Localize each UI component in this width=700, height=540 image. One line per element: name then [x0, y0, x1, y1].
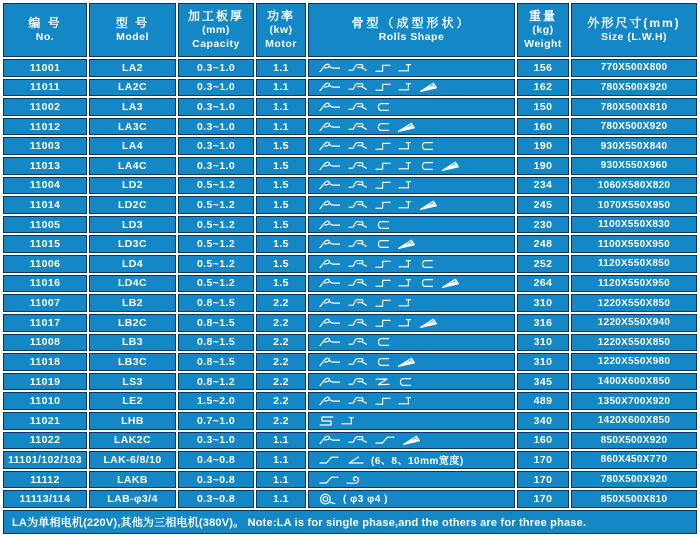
- cell-model: LA4C: [89, 157, 176, 175]
- cell-model: LA3C: [89, 118, 176, 136]
- cell-capacity: 0.5~1.2: [178, 216, 254, 234]
- cell-size: 770X500X800: [571, 59, 697, 77]
- angle-icon: [398, 199, 412, 211]
- s-curve-icon: [319, 121, 341, 133]
- hook-icon: [348, 317, 368, 329]
- channel-icon: [419, 258, 434, 270]
- cell-model: LD4: [89, 255, 176, 273]
- step-icon: [375, 160, 391, 172]
- cell-model: LA3: [89, 98, 176, 116]
- cell-no: 11007: [3, 294, 87, 312]
- cell-shapes: [308, 157, 515, 175]
- cell-model: LB2: [89, 294, 176, 312]
- hook-icon: [348, 62, 368, 74]
- z-profile-icon: [319, 454, 339, 466]
- cell-capacity: 0.4~0.8: [178, 451, 254, 469]
- angle-icon: [398, 297, 412, 309]
- cell-motor: 1.1: [256, 59, 306, 77]
- zigzag-icon: [375, 376, 390, 388]
- hook-icon: [348, 297, 368, 309]
- cell-capacity: 0.5~1.2: [178, 235, 254, 253]
- cell-capacity: 0.3~1.0: [178, 157, 254, 175]
- cell-shapes: [308, 294, 515, 312]
- hook-icon: [348, 179, 368, 191]
- cell-motor: 1.5: [256, 216, 306, 234]
- cell-motor: 1.1: [256, 471, 306, 489]
- cell-motor: 1.5: [256, 157, 306, 175]
- cell-shapes: [308, 235, 515, 253]
- header-motor-unit: (kw): [269, 24, 293, 37]
- cell-model: LAKB: [89, 471, 176, 489]
- hook-icon: [348, 238, 368, 250]
- hook-icon: [348, 395, 368, 407]
- cell-size: 780X500X920: [571, 471, 697, 489]
- header-shape-zh: 骨型（成型形状）: [351, 15, 472, 30]
- cell-motor: 1.1: [256, 98, 306, 116]
- header-cell-no: [3, 3, 87, 57]
- cell-no: 11014: [3, 196, 87, 214]
- hook-icon: [348, 356, 368, 368]
- cell-motor: 2.2: [256, 294, 306, 312]
- cell-no: 11018: [3, 353, 87, 371]
- cell-size: 1220X550X850: [571, 294, 697, 312]
- cell-size: 780X500X810: [571, 98, 697, 116]
- cone-icon: [419, 81, 438, 93]
- header-cell-capacity: [178, 3, 254, 57]
- angle-flat-icon: [346, 454, 364, 466]
- cell-weight: 316: [517, 314, 569, 332]
- s-curve-icon: [319, 376, 341, 388]
- channel-icon: [375, 101, 390, 113]
- cell-shapes: [308, 79, 515, 97]
- channel-icon: [375, 238, 390, 250]
- cell-capacity: 0.3~0.8: [178, 490, 254, 508]
- cell-capacity: 0.8~1.5: [178, 334, 254, 352]
- channel-icon: [419, 277, 434, 289]
- cell-model: LHB: [89, 412, 176, 430]
- cell-size: 1070X550X950: [571, 196, 697, 214]
- cell-capacity: 0.3~1.0: [178, 118, 254, 136]
- step-icon: [375, 62, 391, 74]
- s-curve-icon: [319, 101, 341, 113]
- cell-no: 11005: [3, 216, 87, 234]
- hook-icon: [348, 277, 368, 289]
- angle-icon: [398, 62, 412, 74]
- cell-shapes: [308, 118, 515, 136]
- header-cell-weight: [517, 3, 569, 57]
- cell-capacity: 0.3~1.0: [178, 59, 254, 77]
- hook-icon: [348, 376, 368, 388]
- cell-capacity: 0.3~0.8: [178, 471, 254, 489]
- shape-note: (6、8、10mm宽度): [371, 456, 464, 468]
- s-curve-icon: [319, 317, 341, 329]
- cell-size: 1400X600X850: [571, 373, 697, 391]
- cell-model: LD4C: [89, 275, 176, 293]
- header-motor-en: Motor: [265, 37, 297, 50]
- cell-shapes: [308, 471, 515, 489]
- cell-shapes: [308, 451, 515, 469]
- cell-no: 11008: [3, 334, 87, 352]
- header-cell-model: [89, 3, 176, 57]
- cell-model: LE2: [89, 392, 176, 410]
- cell-size: 930X550X960: [571, 157, 697, 175]
- cell-no: 11113/114: [3, 490, 87, 508]
- cell-weight: 170: [517, 490, 569, 508]
- cell-model: LD2: [89, 177, 176, 195]
- cell-no: 11002: [3, 98, 87, 116]
- cell-model: LA2: [89, 59, 176, 77]
- cell-model: LB2C: [89, 314, 176, 332]
- cell-weight: 170: [517, 451, 569, 469]
- cell-no: 11019: [3, 373, 87, 391]
- cell-no: 11013: [3, 157, 87, 175]
- header-model-zh: 型 号: [115, 15, 150, 30]
- cell-shapes: [308, 373, 515, 391]
- header-size-en: Size (L.W.H): [600, 30, 668, 43]
- cell-motor: 1.5: [256, 137, 306, 155]
- header-capacity-en: Capacity: [192, 37, 240, 50]
- cell-size: 850X500X810: [571, 490, 697, 508]
- cell-motor: 2.2: [256, 373, 306, 391]
- cone-icon: [419, 317, 438, 329]
- header-motor-zh: 功率: [266, 9, 295, 24]
- cell-size: 1100X550X830: [571, 216, 697, 234]
- header-capacity-zh: 加工板厚: [187, 9, 244, 24]
- cell-motor: 1.1: [256, 79, 306, 97]
- cell-capacity: 0.3~1.0: [178, 98, 254, 116]
- cell-shapes: [308, 490, 515, 508]
- angle-icon: [398, 179, 412, 191]
- angle-icon: [398, 258, 412, 270]
- cell-weight: 245: [517, 196, 569, 214]
- footer-note: LA为单相电机(220V),其他为三相电机(380V)。 Note:LA is for single phase,and the others are for three phase.: [12, 517, 587, 529]
- hook-icon: [348, 101, 368, 113]
- cell-capacity: 0.5~1.2: [178, 177, 254, 195]
- cell-size: 780X500X920: [571, 118, 697, 136]
- cell-shapes: [308, 137, 515, 155]
- cell-no: 11017: [3, 314, 87, 332]
- cell-motor: 2.2: [256, 334, 306, 352]
- cell-model: LA4: [89, 137, 176, 155]
- cell-weight: 156: [517, 59, 569, 77]
- cell-size: 1220X550X980: [571, 353, 697, 371]
- cell-weight: 162: [517, 79, 569, 97]
- cell-no: 11004: [3, 177, 87, 195]
- cell-size: 1100X550X950: [571, 235, 697, 253]
- hook-icon: [348, 140, 368, 152]
- angle-icon: [398, 317, 412, 329]
- cell-model: LAK-6/8/10: [89, 451, 176, 469]
- cell-no: 11022: [3, 432, 87, 450]
- cone-icon: [397, 121, 416, 133]
- cell-size: 1350X700X920: [571, 392, 697, 410]
- angle-icon: [398, 395, 412, 407]
- header-cell-size: [571, 3, 697, 57]
- cell-model: LS3: [89, 373, 176, 391]
- cell-model: LB3: [89, 334, 176, 352]
- step-icon: [375, 317, 391, 329]
- cell-weight: 489: [517, 392, 569, 410]
- header-cell-motor: [256, 3, 306, 57]
- cell-no: 11112: [3, 471, 87, 489]
- j-hook-icon: [346, 474, 362, 486]
- cell-size: 1060X580X820: [571, 177, 697, 195]
- header-shape-en: Rolls Shape: [378, 30, 445, 43]
- s-curve-icon: [319, 356, 341, 368]
- cell-weight: 310: [517, 353, 569, 371]
- hook-icon: [348, 121, 368, 133]
- cell-model: LA2C: [89, 79, 176, 97]
- hook-icon: [348, 81, 368, 93]
- cell-no: 11006: [3, 255, 87, 273]
- cell-weight: 230: [517, 216, 569, 234]
- big-s-icon: [319, 415, 334, 427]
- cell-weight: 190: [517, 157, 569, 175]
- rings-icon: [319, 493, 336, 505]
- cell-capacity: 1.5~2.0: [178, 392, 254, 410]
- cell-no: 11003: [3, 137, 87, 155]
- cell-model: LD2C: [89, 196, 176, 214]
- channel-icon: [375, 336, 390, 348]
- cell-capacity: 0.8~1.5: [178, 314, 254, 332]
- cell-no: 11101/102/103: [3, 451, 87, 469]
- cell-capacity: 0.3~1.0: [178, 432, 254, 450]
- cell-no: 11001: [3, 59, 87, 77]
- cell-shapes: [308, 412, 515, 430]
- cell-shapes: [308, 177, 515, 195]
- step-icon: [375, 395, 391, 407]
- cell-model: LB3C: [89, 353, 176, 371]
- s-curve-icon: [319, 81, 341, 93]
- cell-weight: 190: [517, 137, 569, 155]
- cell-weight: 340: [517, 412, 569, 430]
- cone-icon: [397, 238, 416, 250]
- cell-weight: 170: [517, 471, 569, 489]
- angle-icon: [398, 81, 412, 93]
- cell-size: 780X500X920: [571, 79, 697, 97]
- header-weight-en: Weight: [524, 37, 562, 50]
- cell-motor: 2.2: [256, 314, 306, 332]
- cell-weight: 252: [517, 255, 569, 273]
- cell-capacity: 0.7~1.0: [178, 412, 254, 430]
- shape-note: ( φ3 φ4 ): [343, 493, 388, 505]
- cell-weight: 310: [517, 294, 569, 312]
- cell-motor: 1.1: [256, 118, 306, 136]
- cone-icon: [441, 277, 460, 289]
- cell-shapes: [308, 196, 515, 214]
- cell-shapes: [308, 255, 515, 273]
- header-no-zh: 编 号: [28, 15, 62, 30]
- cell-size: 1120X550X850: [571, 255, 697, 273]
- cell-size: 1420X600X850: [571, 412, 697, 430]
- s-curve-icon: [319, 219, 341, 231]
- cell-shapes: [308, 98, 515, 116]
- cell-no: 11011: [3, 79, 87, 97]
- hook-icon: [348, 219, 368, 231]
- cell-motor: 1.5: [256, 196, 306, 214]
- cell-size: 860X450X770: [571, 451, 697, 469]
- channel-icon: [397, 376, 412, 388]
- cell-size: 1120X550X950: [571, 275, 697, 293]
- step-icon: [375, 199, 391, 211]
- hook-icon: [348, 199, 368, 211]
- cell-size: 1220X550X850: [571, 334, 697, 352]
- s-curve-icon: [319, 258, 341, 270]
- s-curve-icon: [319, 160, 341, 172]
- cell-capacity: 0.5~1.2: [178, 255, 254, 273]
- cell-motor: 1.5: [256, 235, 306, 253]
- header-no-en: No.: [35, 30, 55, 43]
- cell-size: 930X550X840: [571, 137, 697, 155]
- cell-motor: 1.1: [256, 490, 306, 508]
- cell-no: 11021: [3, 412, 87, 430]
- cell-weight: 150: [517, 98, 569, 116]
- header-weight-zh: 重量: [528, 9, 557, 24]
- cell-motor: 2.2: [256, 412, 306, 430]
- hook-icon: [348, 336, 368, 348]
- s-curve-icon: [319, 238, 341, 250]
- cell-shapes: [308, 334, 515, 352]
- channel-icon: [419, 160, 434, 172]
- footer-note-bar: [3, 510, 697, 534]
- s-curve-icon: [319, 336, 341, 348]
- cell-weight: 160: [517, 118, 569, 136]
- channel-icon: [375, 356, 390, 368]
- step-icon: [375, 258, 391, 270]
- cell-motor: 1.5: [256, 177, 306, 195]
- cell-model: LD3C: [89, 235, 176, 253]
- s-curve-icon: [319, 277, 341, 289]
- step-icon: [375, 277, 391, 289]
- angle-icon: [398, 160, 412, 172]
- angle-icon: [398, 140, 412, 152]
- cell-shapes: [308, 353, 515, 371]
- cell-capacity: 0.3~1.0: [178, 137, 254, 155]
- cell-motor: 2.2: [256, 353, 306, 371]
- cell-capacity: 0.5~1.2: [178, 196, 254, 214]
- header-size-zh: 外形尺寸(mm): [587, 15, 681, 30]
- cell-weight: 264: [517, 275, 569, 293]
- hook-icon: [348, 434, 368, 446]
- hook-icon: [348, 160, 368, 172]
- step-icon: [375, 140, 391, 152]
- s-curve-icon: [319, 62, 341, 74]
- channel-icon: [375, 121, 390, 133]
- cell-capacity: 0.8~1.2: [178, 373, 254, 391]
- step-icon: [375, 179, 391, 191]
- cell-capacity: 0.5~1.2: [178, 275, 254, 293]
- z-profile-icon: [319, 474, 339, 486]
- cell-weight: 234: [517, 177, 569, 195]
- cell-no: 11010: [3, 392, 87, 410]
- cell-no: 11012: [3, 118, 87, 136]
- cell-no: 11016: [3, 275, 87, 293]
- cell-capacity: 0.3~1.0: [178, 79, 254, 97]
- cone-icon: [397, 356, 416, 368]
- angle-icon: [341, 415, 355, 427]
- cell-motor: 2.2: [256, 392, 306, 410]
- hook-icon: [348, 258, 368, 270]
- cell-shapes: [308, 275, 515, 293]
- header-weight-unit: (kg): [532, 24, 554, 37]
- cone-icon: [419, 199, 438, 211]
- cell-shapes: [308, 432, 515, 450]
- s-curve-icon: [319, 179, 341, 191]
- s-curve-icon: [319, 395, 341, 407]
- cell-size: 1220X550X940: [571, 314, 697, 332]
- header-cell-shape: [308, 3, 515, 57]
- cell-model: LAB-φ3/4: [89, 490, 176, 508]
- cone-icon: [441, 160, 460, 172]
- cell-shapes: [308, 314, 515, 332]
- cell-capacity: 0.8~1.5: [178, 294, 254, 312]
- cell-weight: 310: [517, 334, 569, 352]
- cell-motor: 1.1: [256, 432, 306, 450]
- cone-icon: [402, 434, 421, 446]
- cell-weight: 248: [517, 235, 569, 253]
- cell-weight: 160: [517, 432, 569, 450]
- s-curve-icon: [319, 297, 341, 309]
- cell-motor: 1.1: [256, 451, 306, 469]
- s-curve-icon: [319, 199, 341, 211]
- s-curve-icon: [319, 140, 341, 152]
- channel-icon: [375, 219, 390, 231]
- angle-icon: [398, 277, 412, 289]
- cell-shapes: [308, 59, 515, 77]
- header-model-en: Model: [116, 30, 149, 43]
- cell-model: LAK2C: [89, 432, 176, 450]
- cell-model: LD3: [89, 216, 176, 234]
- channel-icon: [419, 140, 434, 152]
- step-icon: [375, 81, 391, 93]
- cell-weight: 345: [517, 373, 569, 391]
- cell-shapes: [308, 392, 515, 410]
- cell-motor: 1.5: [256, 275, 306, 293]
- z-profile-icon: [375, 434, 395, 446]
- cell-motor: 1.5: [256, 255, 306, 273]
- cell-size: 850X500X920: [571, 432, 697, 450]
- cell-shapes: [308, 216, 515, 234]
- cell-no: 11015: [3, 235, 87, 253]
- header-capacity-unit: (mm): [202, 24, 230, 37]
- cell-capacity: 0.8~1.5: [178, 353, 254, 371]
- spec-table: [3, 3, 697, 534]
- s-curve-icon: [319, 434, 341, 446]
- step-icon: [375, 297, 391, 309]
